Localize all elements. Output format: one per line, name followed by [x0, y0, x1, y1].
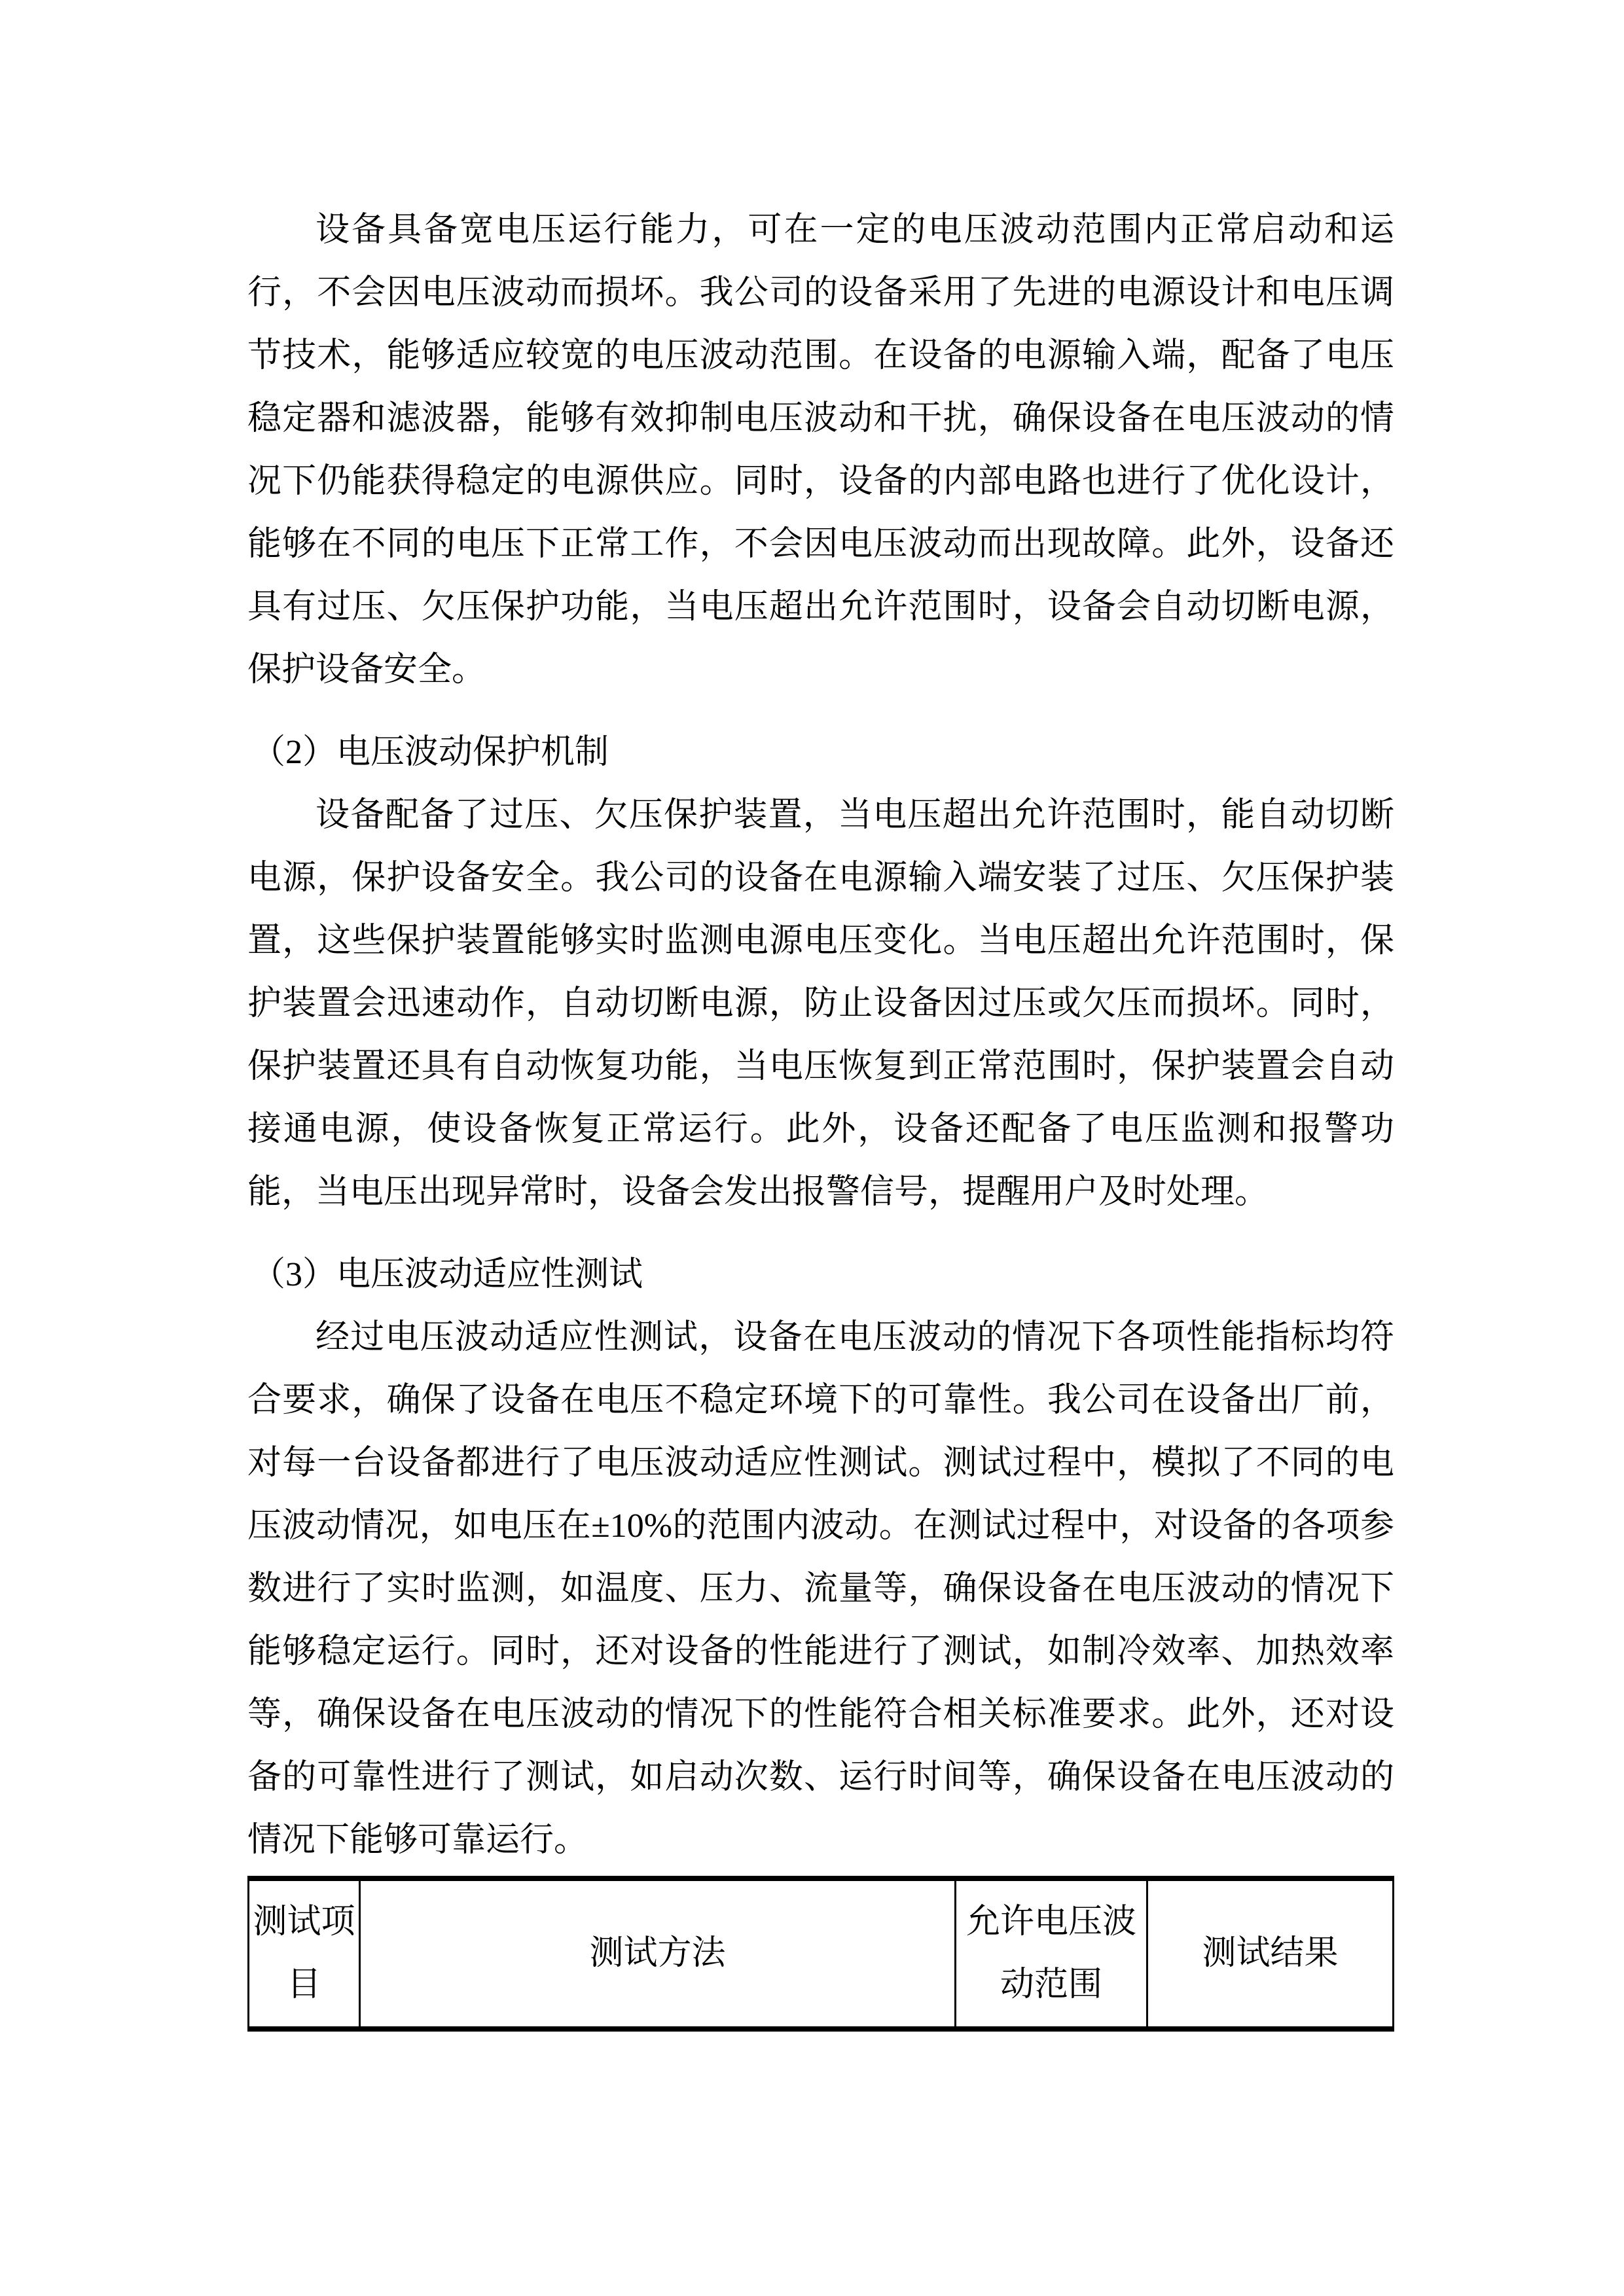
- heading-voltage-protection-mechanism: （2）电压波动保护机制: [251, 734, 609, 771]
- table-header-test-result: 测试结果: [1147, 1878, 1394, 2029]
- table-header-test-item: 测试项目: [249, 1878, 360, 2029]
- test-result-table: [247, 1876, 1394, 2032]
- table-header-allowed-voltage-range: 允许电压波动范围: [956, 1878, 1147, 2029]
- text-block: [247, 199, 1394, 2032]
- heading-voltage-adaptability-test: （3）电压波动适应性测试: [251, 1256, 643, 1293]
- table-header-row: [249, 1878, 1394, 2029]
- paragraph-wide-voltage-capability: 设备具备宽电压运行能力，可在一定的电压波动范围内正常启动和运行，不会因电压波动而损坏。我公司的设备采用了先进的电源设计和电压调节技术，能够适应较宽的电压波动范围。在设备的电源输入端，配备了电压稳定器和滤波器，能够有效抑制电压波动和干扰，确保设备在电压波动的情况下仍能获得稳定的电源供应。同时，设备的内部电路也进行了优化设计，能够在不同的电压下正常工作，不会因电压波动而出现故障。此外，设备还具有过压、欠压保护功能，当电压超出允许范围时，设备会自动切断电源，保护设备安全。: [247, 211, 1394, 689]
- table-header-test-method: 测试方法: [360, 1878, 956, 2029]
- paragraph-adaptability-test: 经过电压波动适应性测试，设备在电压波动的情况下各项性能指标均符合要求，确保了设备在电压不稳定环境下的可靠性。我公司在设备出厂前，对每一台设备都进行了电压波动适应性测试。测试过程中，模拟了不同的电压波动情况，如电压在±10%的范围内波动。在测试过程中，对设备的各项参数进行了实时监测，如温度、压力、流量等，确保设备在电压波动的情况下能够稳定运行。同时，还对设备的性能进行了测试，如制冷效率、加热效率等，确保设备在电压波动的情况下的性能符合相关标准要求。此外，还对设备的可靠性进行了测试，如启动次数、运行时间等，确保设备在电压波动的情况下能够可靠运行。: [247, 1319, 1394, 1859]
- paragraph-protection-mechanism: 设备配备了过压、欠压保护装置，当电压超出允许范围时，能自动切断电源，保护设备安全。我公司的设备在电源输入端安装了过压、欠压保护装置，这些保护装置能够实时监测电源电压变化。当电压超出允许范围时，保护装置会迅速动作，自动切断电源，防止设备因过压或欠压而损坏。同时，保护装置还具有自动恢复功能，当电压恢复到正常范围时，保护装置会自动接通电源，使设备恢复正常运行。此外，设备还配备了电压监测和报警功能，当电压出现异常时，设备会发出报警信号，提醒用户及时处理。: [247, 797, 1394, 1211]
